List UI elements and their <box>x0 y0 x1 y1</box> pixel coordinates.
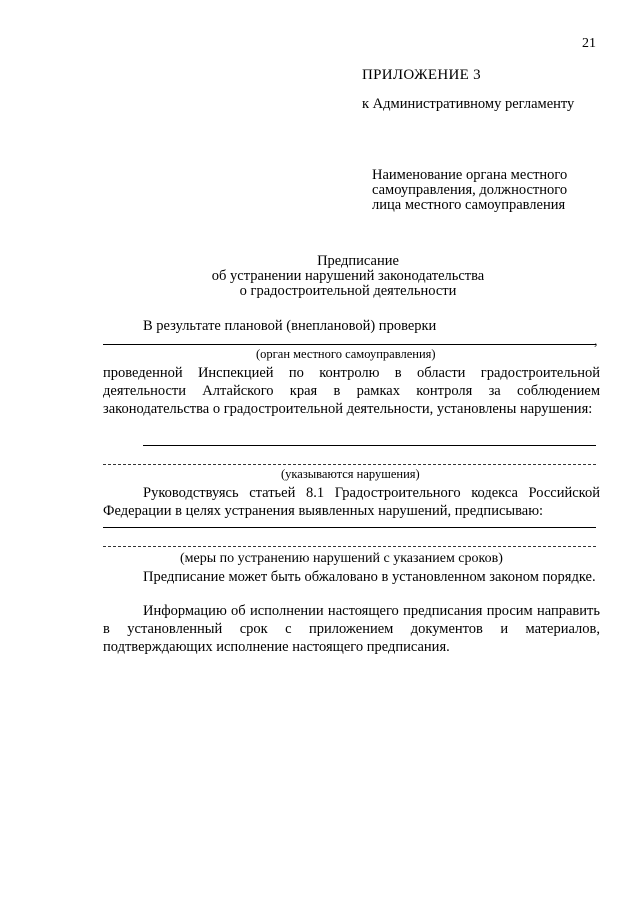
appendix-subtitle: к Административному регламенту <box>362 96 575 112</box>
fill-line-measures-1 <box>103 527 596 528</box>
title-line: Предписание <box>317 253 399 269</box>
fill-line-violations-1 <box>143 445 596 446</box>
document-title <box>0 254 640 299</box>
paragraph-authority: Руководствуясь статьей 8.1 Градостроительного кодекса Российской Федерации в целях устранения выявленных нарушений, предписываю: <box>103 485 600 519</box>
fill-line-measures-2 <box>103 546 596 547</box>
paragraph-inspection: проведенной Инспекцией по контролю в области градостроительной деятельности Алтайского края в рамках контроля за соблюдением законодательства о градостроительной деятельности, установлены нарушения: <box>103 365 600 417</box>
fill-line-violations-2 <box>103 464 596 465</box>
intro-text: В результате плановой (внеплановой) проверки <box>143 318 437 334</box>
addressee-line: самоуправления, должностного <box>372 182 568 198</box>
title-line: об устранении нарушений законодательства <box>211 268 485 284</box>
caption-organ: (орган местного самоуправления) <box>256 347 436 361</box>
title-line: о градостроительной деятельности <box>239 283 457 299</box>
intro-comma: , <box>594 334 598 349</box>
appendix-title: ПРИЛОЖЕНИЕ 3 <box>362 67 481 83</box>
page-number: 21 <box>582 36 596 51</box>
fill-line-organ <box>103 344 596 345</box>
caption-violations: (указываются нарушения) <box>281 467 420 481</box>
paragraph-appeal: Предписание может быть обжаловано в установленном законом порядке. <box>143 569 596 585</box>
addressee-line: Наименование органа местного <box>372 167 568 183</box>
addressee-block <box>372 168 567 213</box>
addressee-line: лица местного самоуправления <box>372 197 566 213</box>
caption-measures: (меры по устранению нарушений с указанием сроков) <box>180 551 503 566</box>
paragraph-information: Информацию об исполнении настоящего предписания просим направить в установленный срок с приложением документов и материалов, подтверждающих исполнение настоящего предписания. <box>103 603 600 655</box>
